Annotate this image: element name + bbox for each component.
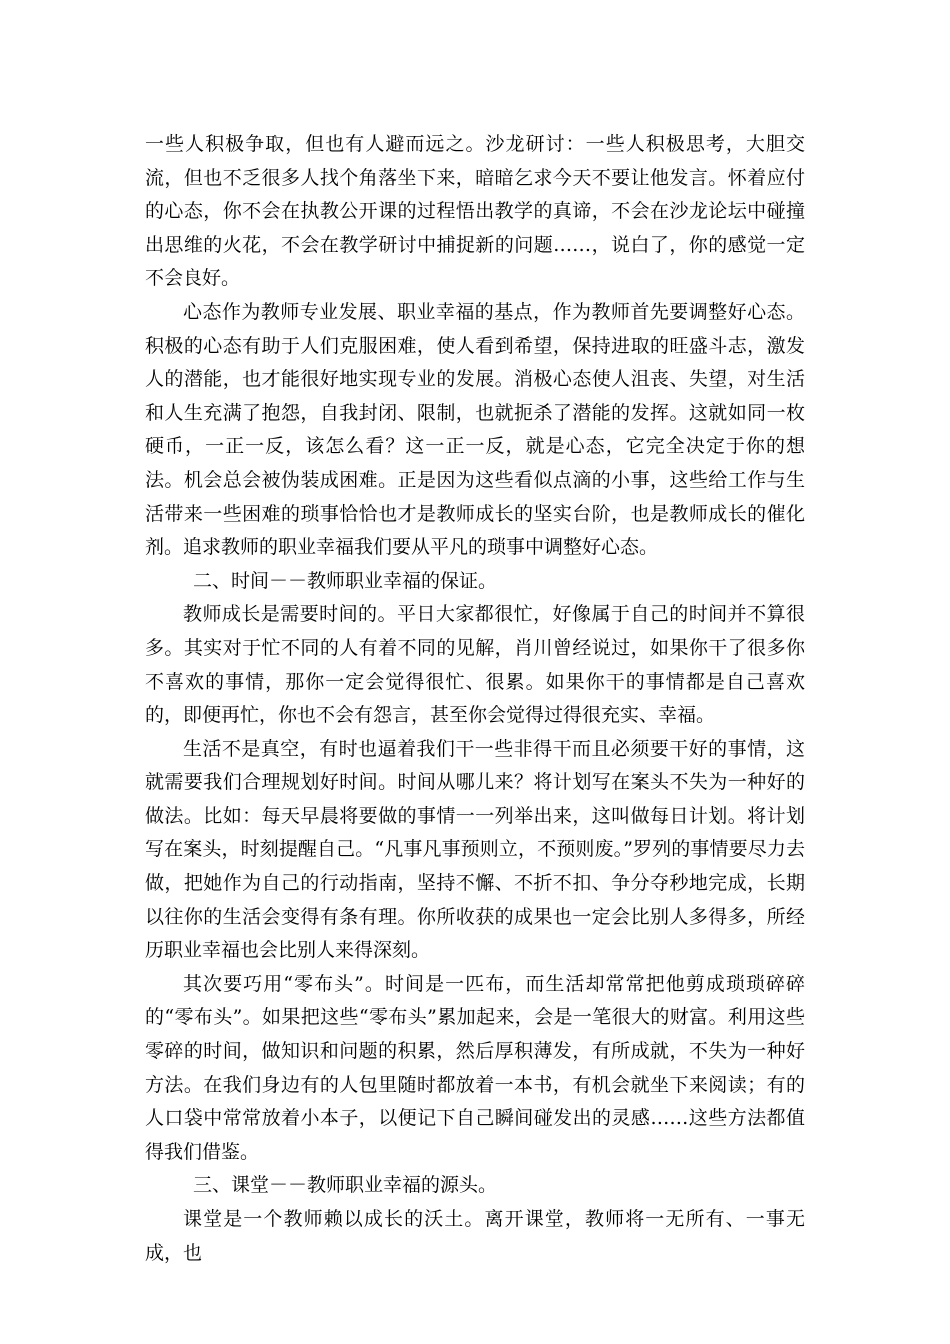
paragraph-mindset: 心态作为教师专业发展、职业幸福的基点，作为教师首先要调整好心态。积极的心态有助于人们克服困难，使人看到希望，保持进取的旺盛斗志，激发人的潜能，也才能很好地实现专业的发展。消极心态使人沮丧、失望，对生活和人生充满了抱怨，自我封闭、限制，也就扼杀了潜能的发挥。这就如同一枚硬币，一正一反，该怎么看？这一正一反，就是心态，它完全决定于你的想法。机会总会被伪装成困难。正是因为这些看似点滴的小事，这些给工作与生活带来一些困难的琐事恰恰也才是教师成长的坚实台阶，也是教师成长的催化剂。追求教师的职业幸福我们要从平凡的琐事中调整好心态。 [145,300,805,559]
paragraph-time-planning: 生活不是真空，有时也逼着我们干一些非得干而且必须要干好的事情，这就需要我们合理规划好时间。时间从哪儿来？将计划写在案头不失为一种好的做法。比如：每天早晨将要做的事情一一列举出来，这叫做每日计划。将计划写在案头，时刻提醒自己。“凡事凡事预则立，不预则废。”罗列的事情要尽力去做，把她作为自己的行动指南，坚持不懈、不折不扣、争分夺秒地完成，长期以往你的生活会变得有条有理。你所收获的成果也一定会比别人多得多，所经历职业幸福也会比别人来得深刻。 [145,737,805,962]
section-heading-time: 二、时间－－教师职业幸福的保证。 [193,569,498,592]
paragraph-time-fragments: 其次要巧用“零布头”。时间是一匹布，而生活却常常把他剪成琐琐碎碎的“零布头”。如果把这些“零布头”累加起来，会是一笔很大的财富。利用这些零碎的时间，做知识和问题的积累，然后厚积薄发，有所成就，不失为一种好方法。在我们身边有的人包里随时都放着一本书，有机会就坐下来阅读；有的人口袋中常常放着小本子，以便记下自己瞬间碰发出的灵感……这些方法都值得我们借鉴。 [145,972,805,1163]
paragraph-classroom: 课堂是一个教师赖以成长的沃土。离开课堂，教师将一无所有、一事无成，也 [145,1208,805,1264]
document-body [145,128,805,1270]
paragraph-continuation: 一些人积极争取，但也有人避而远之。沙龙研讨：一些人积极思考，大胆交流，但也不乏很多人找个角落坐下来，暗暗乞求今天不要让他发言。怀着应付的心态，你不会在执教公开课的过程悟出教学的真谛，不会在沙龙论坛中碰撞出思维的火花，不会在教学研讨中捕捉新的问题……，说白了，你的感觉一定不会良好。 [145,133,805,290]
section-heading-classroom: 三、课堂－－教师职业幸福的源头。 [193,1174,498,1197]
paragraph-time-growth: 教师成长是需要时间的。平日大家都很忙，好像属于自己的时间并不算很多。其实对于忙不同的人有着不同的见解，肖川曾经说过，如果你干了很多你不喜欢的事情，那你一定会觉得很忙、很累。如果你干的事情都是自己喜欢的，即便再忙，你也不会有怨言，甚至你会觉得过得很充实、幸福。 [145,603,805,727]
